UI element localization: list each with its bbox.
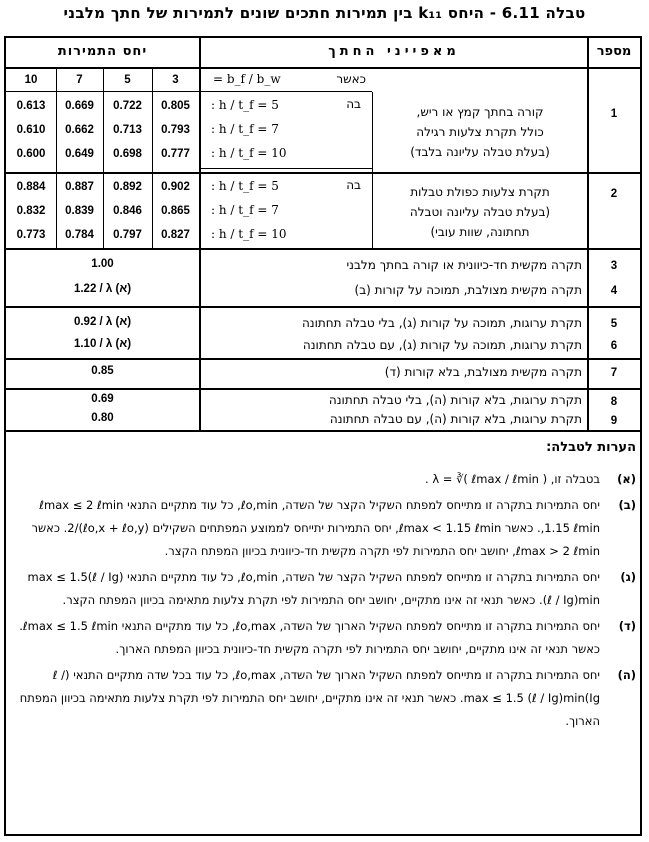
ratio-value: 0.773 bbox=[16, 229, 46, 241]
row-description: תקרה מקשית מצולבת, בלא קורות (ד) bbox=[384, 365, 582, 379]
row-number: 2 bbox=[610, 188, 618, 200]
table-frame bbox=[4, 36, 642, 836]
ratio-col-5: 5 bbox=[124, 74, 131, 86]
note-mark: (ב) bbox=[618, 498, 636, 512]
row-description bbox=[378, 182, 582, 242]
note-mark: (ג) bbox=[620, 570, 636, 584]
ratio-value: 0.669 bbox=[65, 100, 94, 112]
row-description bbox=[378, 102, 582, 162]
note-text: יחס התמירות בתקרה זו מתייחס למפתח השקיל הקצר של השדה, ℓo,min, כל עוד מתקיים התנאי (ℓ / Ig)max ≤ 1.5 (ℓ / Ig)min. כאשר תנאי זה אינו מתקיים, יחושב יחס התמירות לפי תקרת צלעות מתאימה בכיוון המפתח הקצר. bbox=[27, 570, 600, 607]
ratio-value: 0.600 bbox=[16, 148, 46, 160]
ratio-value: 0.839 bbox=[65, 205, 94, 217]
row-description: תקרת ערוגות, תמוכה על קורות (ג), בלי טבלה תחתונה bbox=[301, 316, 582, 330]
ratio-col-7: 7 bbox=[76, 74, 83, 86]
ratio-value: 0.902 bbox=[161, 181, 190, 193]
ratio-value: 0.613 bbox=[16, 100, 46, 112]
note-item bbox=[16, 494, 636, 563]
row-number: 3 bbox=[610, 260, 618, 272]
subheader-rule bbox=[6, 91, 199, 92]
row-number: 5 bbox=[610, 318, 618, 330]
row-rule bbox=[6, 306, 640, 308]
row-text-line: (בעלת טבלה עליונה בלבד) bbox=[410, 145, 550, 159]
ratio-value: 0.722 bbox=[113, 100, 142, 112]
note-text: בטבלה זו, λ = ∛( ℓmax / ℓmin ) . bbox=[425, 472, 600, 486]
ratio-value: 0.649 bbox=[65, 148, 94, 160]
row-text-line: (בעלת טבלה עליונה וטבלה bbox=[409, 205, 551, 219]
ratio-value: 0.797 bbox=[113, 229, 142, 241]
header-number: מספר bbox=[596, 44, 632, 59]
ratio-value: 0.827 bbox=[161, 229, 190, 241]
ratio-value: 0.777 bbox=[161, 148, 190, 160]
row-number: 8 bbox=[610, 396, 618, 408]
notes-heading: הערות לטבלה: bbox=[546, 440, 636, 455]
header-properties: מאפייני החתך bbox=[328, 44, 460, 59]
ratio-value: 0.92 / λ (א) bbox=[73, 316, 132, 328]
condition: : h / t_f = 10 bbox=[211, 146, 287, 160]
condition: : h / t_f = 7 bbox=[211, 122, 279, 136]
with-label: בה bbox=[346, 178, 361, 192]
ratio-formula: = b_f / b_w bbox=[213, 72, 281, 86]
row-number: 7 bbox=[610, 367, 618, 379]
ratio-value: 0.887 bbox=[65, 181, 94, 193]
note-text: יחס התמירות בתקרה זו מתייחס למפתח השקיל הארוך של השדה, ℓo,max, כל עוד בכל שדה מתקיים התנאי (ℓ / Ig)max ≤ 1.5 (ℓ / Ig)min. כאשר תנאי זה אינו מתקיים, יחושב יחס התמירות לפי תקרת צלעות מתאימה בכיוון המפתח הארוך. bbox=[19, 668, 600, 728]
row-number: 1 bbox=[610, 108, 618, 120]
ratio-value: 0.865 bbox=[161, 205, 190, 217]
ratio-value: 0.85 bbox=[91, 365, 114, 377]
ratio-value: 0.793 bbox=[161, 124, 190, 136]
ratio-col-3: 3 bbox=[172, 74, 179, 86]
condition: : h / t_f = 10 bbox=[211, 227, 287, 241]
row-rule bbox=[6, 172, 640, 174]
ratio-value: 0.805 bbox=[161, 100, 190, 112]
note-item bbox=[16, 468, 636, 491]
col-divider-ratio bbox=[199, 38, 201, 430]
row-rule bbox=[6, 388, 640, 390]
ratio-value: 1.00 bbox=[91, 258, 114, 270]
condition: : h / t_f = 7 bbox=[211, 203, 279, 217]
row-text-line: קורה בחתך קמץ או ריש, bbox=[416, 105, 544, 119]
row-rule bbox=[6, 248, 640, 250]
note-mark: (ד) bbox=[618, 619, 636, 633]
note-item bbox=[16, 566, 636, 612]
ratio-value: 0.713 bbox=[113, 124, 142, 136]
ratio-value: 1.10 / λ (א) bbox=[73, 338, 132, 350]
ratio-value: 0.846 bbox=[113, 205, 142, 217]
ratio-value: 1.22 / λ (א) bbox=[73, 283, 132, 295]
row-description: תקרת ערוגות, בלא קורות (ה), עם טבלה תחתונה bbox=[329, 412, 582, 426]
ratio-value: 0.80 bbox=[91, 412, 114, 424]
row-description: תקרת ערוגות, תמוכה על קורות (ג), עם טבלה תחתונה bbox=[302, 338, 582, 352]
row-rule bbox=[6, 358, 640, 360]
condition-box-bottom bbox=[199, 168, 372, 169]
notes-rule bbox=[6, 430, 640, 432]
note-mark: (א) bbox=[617, 472, 636, 486]
ratio-value: 0.698 bbox=[113, 148, 142, 160]
note-text: יחס התמירות בתקרה זו מתייחס למפתח השקיל הקצר של השדה, ℓo,min, כל עוד מתקיים התנאי ℓmax ≤ 2 ℓmin ,1.15 ℓmin. כאשר ℓmax < 1.15 ℓmin, יחס התמירות יתייחס לממוצע המפתחים השקילים (ℓo,x + ℓo,y)/2. כאשר ℓmax > 2 ℓmin, יחושב יחס התמירות לפי תקרה מקשית חד-כיוונית בכיוון המפתח הקצר. bbox=[31, 498, 600, 558]
ratio-value: 0.832 bbox=[16, 205, 46, 217]
row-number: 6 bbox=[610, 340, 618, 352]
row-number: 4 bbox=[610, 285, 618, 297]
row-number: 9 bbox=[610, 415, 618, 427]
ratio-value: 0.884 bbox=[16, 181, 46, 193]
ratio-col-10: 10 bbox=[24, 74, 38, 86]
ratio-value: 0.662 bbox=[65, 124, 94, 136]
condition-box-top bbox=[199, 91, 372, 92]
table-title: טבלה 6.11 - היחס k₁₁ בין תמירות חתכים שונים לתמירות של חתך מלבני bbox=[63, 4, 586, 22]
condition-box-line bbox=[372, 92, 373, 248]
condition: : h / t_f = 5 bbox=[211, 98, 279, 112]
note-item bbox=[16, 664, 636, 733]
note-item bbox=[16, 615, 636, 661]
row-text-line: תחתונה, שוות עובי) bbox=[430, 225, 530, 239]
header-ratio: יחס התמירות bbox=[57, 44, 148, 59]
ratio-value: 0.892 bbox=[113, 181, 142, 193]
ratio-value: 0.784 bbox=[65, 229, 94, 241]
when-label: כאשר bbox=[336, 72, 366, 86]
header-rule bbox=[6, 67, 640, 69]
row-text-line: כולל תקרת צלעות רגילה bbox=[416, 125, 544, 139]
row-description: תקרה מקשית חד-כיוונית או קורה בחתך מלבני bbox=[346, 258, 582, 272]
row-description: תקרת ערוגות, בלא קורות (ה), בלי טבלה תחתונה bbox=[328, 393, 582, 407]
row-description: תקרה מקשית מצולבת, תמוכה על קורות (ב) bbox=[354, 283, 582, 297]
note-mark: (ה) bbox=[617, 668, 636, 682]
with-label: בה bbox=[346, 97, 361, 111]
ratio-value: 0.69 bbox=[91, 393, 114, 405]
note-text: יחס התמירות בתקרה זו מתייחס למפתח השקיל הארוך של השדה, ℓo,max, כל עוד מתקיים התנאי ℓmax ≤ 1.5 ℓmin. כאשר תנאי זה אינו מתקיים, יחושב יחס התמירות לפי תקרה מקשית חד-כיוונית בכיוון המפתח הארוך. bbox=[19, 619, 600, 656]
row-text-line: תקרת צלעות כפולת טבלות bbox=[410, 185, 550, 199]
notes-list bbox=[16, 468, 636, 733]
condition: : h / t_f = 5 bbox=[211, 179, 279, 193]
ratio-value: 0.610 bbox=[16, 124, 46, 136]
